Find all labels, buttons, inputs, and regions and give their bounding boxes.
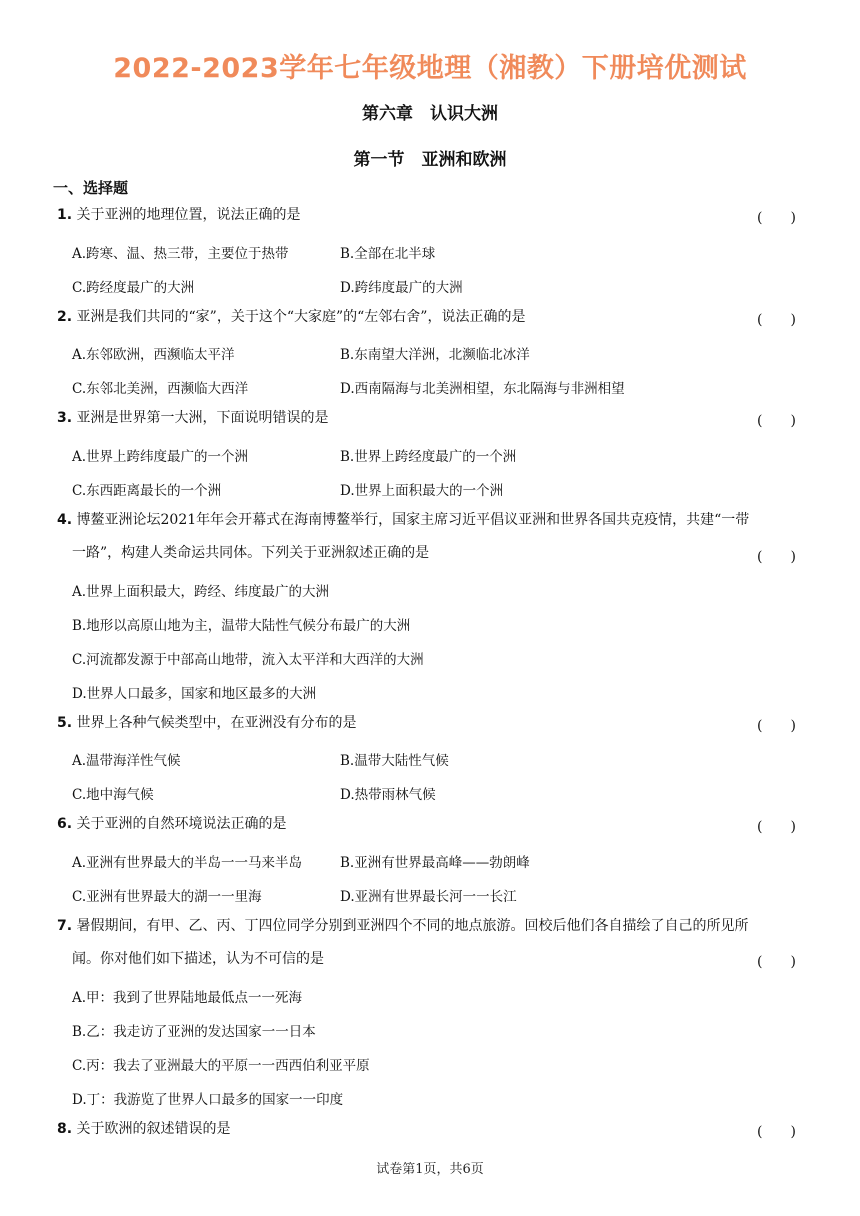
chapter-title: 第六章 认识大洲	[362, 104, 498, 124]
option-b: B.地形以高原山地为主，温带大陆性气候分布最广的大洲	[72, 618, 411, 634]
answer-blank: ( )	[757, 1124, 796, 1140]
question-text: 亚洲是我们共同的“家”，关于这个“大家庭”的“左邻右舍”，说法正确的是	[76, 309, 526, 325]
option-a: A.跨寒、温、热三带，主要位于热带	[72, 246, 289, 262]
option-a: A.世界上面积最大，跨经、纬度最广的大洲	[72, 584, 330, 600]
option-a: A.甲：我到了世界陆地最低点一一死海	[72, 990, 303, 1006]
question-7-stem-line-2: 闻。你对他们如下描述，认为不可信的是	[72, 951, 324, 967]
question-5-stem	[57, 707, 757, 740]
option-a: A.东邻欧洲，西濒临太平洋	[72, 347, 235, 363]
page-footer: 试卷第1页，共6页	[376, 1162, 484, 1177]
answer-blank: ( )	[757, 718, 796, 734]
option-b: B.世界上跨经度最广的一个洲	[340, 449, 517, 465]
question-number: 7.	[57, 918, 73, 934]
section-title: 第一节 亚洲和欧洲	[353, 150, 507, 170]
option-d: D.世界上面积最大的一个洲	[340, 483, 504, 499]
question-text: 亚洲是世界第一大洲，下面说明错误的是	[76, 410, 329, 426]
question-2-stem	[57, 301, 757, 334]
question-text: 关于欧洲的叙述错误的是	[76, 1121, 231, 1137]
option-b: B.全部在北半球	[340, 246, 436, 262]
question-6-stem	[57, 808, 757, 841]
answer-blank: ( )	[757, 312, 796, 328]
option-c: C.东西距离最长的一个洲	[72, 483, 222, 499]
option-d: D.热带雨林气候	[340, 787, 436, 803]
option-a: A.世界上跨纬度最广的一个洲	[72, 449, 249, 465]
option-d: D.丁：我游览了世界人口最多的国家一一印度	[72, 1092, 344, 1108]
question-4-stem	[57, 504, 757, 537]
question-number: 2.	[57, 309, 73, 325]
option-c: C.河流都发源于中部高山地带，流入太平洋和大西洋的大洲	[72, 652, 424, 668]
question-number: 8.	[57, 1121, 73, 1137]
page-title: 2022-2023学年七年级地理（湘教）下册培优测试	[113, 53, 747, 84]
question-number: 1.	[57, 207, 73, 223]
question-8-stem	[57, 1113, 757, 1146]
question-7-stem	[57, 910, 757, 943]
answer-blank: ( )	[757, 210, 796, 226]
option-d: D.跨纬度最广的大洲	[340, 280, 463, 296]
answer-blank: ( )	[757, 819, 796, 835]
question-number: 3.	[57, 410, 73, 426]
option-d: D.亚洲有世界最长河一一长江	[340, 889, 517, 905]
question-1-stem	[57, 199, 757, 232]
question-text: 暑假期间，有甲、乙、丙、丁四位同学分别到亚洲四个不同的地点旅游。回校后他们各自描绘了自己的所见所	[76, 918, 749, 934]
option-b: B.东南望大洋洲，北濒临北冰洋	[340, 347, 530, 363]
question-number: 6.	[57, 816, 73, 832]
option-a: A.温带海洋性气候	[72, 753, 181, 769]
answer-blank: ( )	[757, 413, 796, 429]
question-text: 世界上各种气候类型中，在亚洲没有分布的是	[76, 715, 357, 731]
option-d: D.世界人口最多，国家和地区最多的大洲	[72, 686, 317, 702]
question-number: 4.	[57, 512, 73, 528]
option-c: C.东邻北美洲，西濒临大西洋	[72, 381, 249, 397]
option-b: B.温带大陆性气候	[340, 753, 449, 769]
question-number: 5.	[57, 715, 73, 731]
answer-blank: ( )	[757, 954, 796, 970]
option-c: C.地中海气候	[72, 787, 154, 803]
option-c: C.跨经度最广的大洲	[72, 280, 195, 296]
option-b: B.乙：我走访了亚洲的发达国家一一日本	[72, 1024, 316, 1040]
answer-blank: ( )	[757, 549, 796, 565]
option-c: C.丙：我去了亚洲最大的平原一一西西伯利亚平原	[72, 1058, 370, 1074]
option-b: B.亚洲有世界最高峰——勃朗峰	[340, 855, 530, 871]
question-3-stem	[57, 402, 757, 435]
option-a: A.亚洲有世界最大的半岛一一马来半岛	[72, 855, 303, 871]
part-heading: 一、选择题	[53, 179, 129, 197]
option-d: D.西南隔海与北美洲相望，东北隔海与非洲相望	[340, 381, 625, 397]
question-text: 博鳌亚洲论坛2021年年会开幕式在海南博鳌举行，国家主席习近平倡议亚洲和世界各国共克疫情，共建“一带	[76, 512, 750, 528]
question-4-stem-line-2: 一路”，构建人类命运共同体。下列关于亚洲叙述正确的是	[72, 545, 430, 561]
question-text: 关于亚洲的自然环境说法正确的是	[76, 816, 287, 832]
option-c: C.亚洲有世界最大的湖一一里海	[72, 889, 262, 905]
question-text: 关于亚洲的地理位置，说法正确的是	[76, 207, 301, 223]
